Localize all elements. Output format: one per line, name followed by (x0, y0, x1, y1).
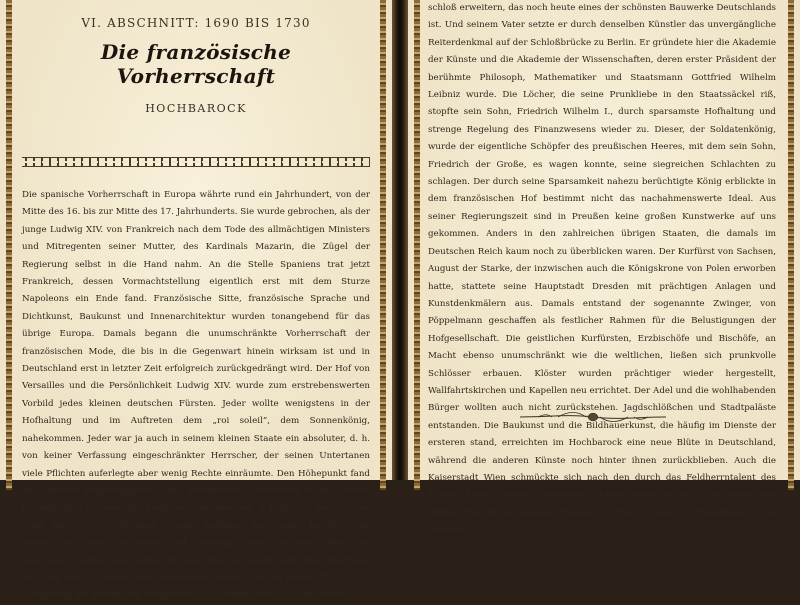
left-page (0, 0, 392, 601)
chapter-heading: VI. ABSCHNITT: 1690 BIS 1730 (81, 16, 311, 30)
chapter-subtitle: HOCHBAROCK (145, 102, 247, 115)
right-page-content (428, 0, 776, 540)
right-page-inner-border (414, 0, 420, 490)
left-page-inner-border (380, 0, 386, 490)
right-page (408, 0, 800, 536)
ornamental-divider (22, 157, 370, 167)
book-spine (392, 0, 408, 480)
chapter-title: Die französische Vorherrschaft (100, 40, 292, 88)
right-page-body-text: schloß erweitern, das noch heute eines der schönsten Bauwerke Deutschlands ist. Und seinem Vater setzte er durch denselben Künstler das unvergängliche Reiterdenkmal auf der Schloßbrücke zu Berlin. Er gründete hier die Akademie der Künste und die Akademie der Wissenschaften, deren erster Präsident der berühmte Philosoph, Mathematiker und Staatsmann Gottfried Wilhelm Leibniz wurde. Die Löcher, die seine Prunkliebe in den Staatssäckel riß, stopfte sein Sohn, Friedrich Wilhelm I., durch sparsamste Hofhaltung und strenge Regelung des Finanzwesens wieder zu. Dieser, der Soldatenkönig, wurde der eigentliche Schöpfer des preußischen Heeres, mit dem sein Sohn, Friedrich der Große, es wagen konnte, seine siegreichen Schlachten zu schlagen. Der durch seine Sparsamkeit nahezu berüchtigte König erblickte in dem französischen Hof bestimmt nicht das nachahmenswerte Ideal. Aus seiner Regierungszeit sind in Preußen keine großen Kunstwerke auf uns gekommen. Anders in den zahlreichen übrigen Staaten, die damals im Deutschen Reich kaum noch zu überblicken waren. Der Kurfürst von Sachsen, August der Starke, der inzwischen auch die Königskrone von Polen erworben hatte, stattete seine Hauptstadt Dresden mit prächtigen Anlagen und Kunstdenkmälern aus. Damals entstand der sogenannte Zwinger, von Pöppelmann geschaffen als festlicher Rahmen für die Belustigungen der Hofgesellschaft. Die geistlichen Kurfürsten, Erzbischöfe und Bischöfe, an Macht ebenso unumschränkt wie die weltlichen, ließen sich prunkvolle Schlösser erbauen. Klöster wurden prächtiger wieder hergestellt, Wallfahrtskirchen und Kapellen neu errichtet. Der Adel und die wohlhabenden Bürger wollten auch nicht zurückstehen. Jagdschlößchen und Stadtpaläste entstanden. Die Baukunst und die Bildhauerkunst, die häufig im Dienste der ersteren stand, erreichten im Hochbarock eine neue Blüte in Deutschland, während die anderen Künste noch hinter ihnen zurückblieben. Auch die Kaiserstadt Wien schmückte sich nach den durch das Feldherrntalent des Prinzen Eugen siegreich beendeten Türkenkriegen mit herrlichen Bauten der großen Barock-Architekten Fischer v. Erlach, Lucas v. Hildebrand u. a. Meistern. (428, 3, 776, 536)
left-page-content (22, 12, 370, 605)
left-page-outer-border (6, 0, 12, 490)
right-page-outer-border (788, 0, 794, 490)
end-flourish-ornament (518, 408, 668, 426)
left-page-body-text: Die spanische Vorherrschaft in Europa währte rund ein Jahrhundert, von der Mitte des 16. bis zur Mitte des 17. Jahrhunderts. Sie wurde gebrochen, als der junge Ludwig XIV. von Frankreich nach dem Tode des allmächtigen Ministers und Mitregenten seiner Mutter, des Kardinals Mazarin, die Zügel der Regierung selbst in die Hand nahm. An die Stelle Spaniens trat jetzt Frankreich, dessen Vormachtstellung eigentlich erst mit dem Sturze Napoleons ein Ende fand. Französische Sitte, französische Sprache und Dichtkunst, Baukunst und Innenarchitektur wurden tonangebend für das übrige Europa. Damals begann die unumschränkte Vorherrschaft der französischen Mode, die bis in die Gegenwart hinein wirksam ist und in Deutschland erst in letzter Zeit erfolgreich zurückgedrängt wird. Der Hof von Versailles und die Persönlichkeit Ludwig XIV. wurde zum erstrebenswerten Vorbild jedes kleinen deutschen Fürsten. Jeder wollte wenigstens in der Hofhaltung und im Auftreten dem „roi soleil“, dem Sonnenkönig, nahekommen. Jeder war ja auch in seinem kleinen Staate ein absoluter, d. h. von keiner Verfassung eingeschränkter Herrscher, der seinen Untertanen viele Pflichten auferlegte aber wenig Rechte einräumte. Den Höhepunkt fand die absolute Regierungsform, der Absolutismus, wiederum in der Person Ludwigs XIV., von dem der Ausspruch stammen soll „L'Etat c'est moi“ = „Der Staat bin ich!“ — Preußen schritt, nachdem der Große Kurfürst den preußischen Staat begründet und befestigt hatte, auf dem Wege zur Großmacht weiter. Nach außen hin kam dies vor allem darin zum Ausdruck, daß sein Sohn Friedrich die Königswürde erwarb und im Jahre 1701 sich in Königsberg die preußische Königskrone aufs Haupt setzte. Um der neuen (22, 190, 370, 601)
